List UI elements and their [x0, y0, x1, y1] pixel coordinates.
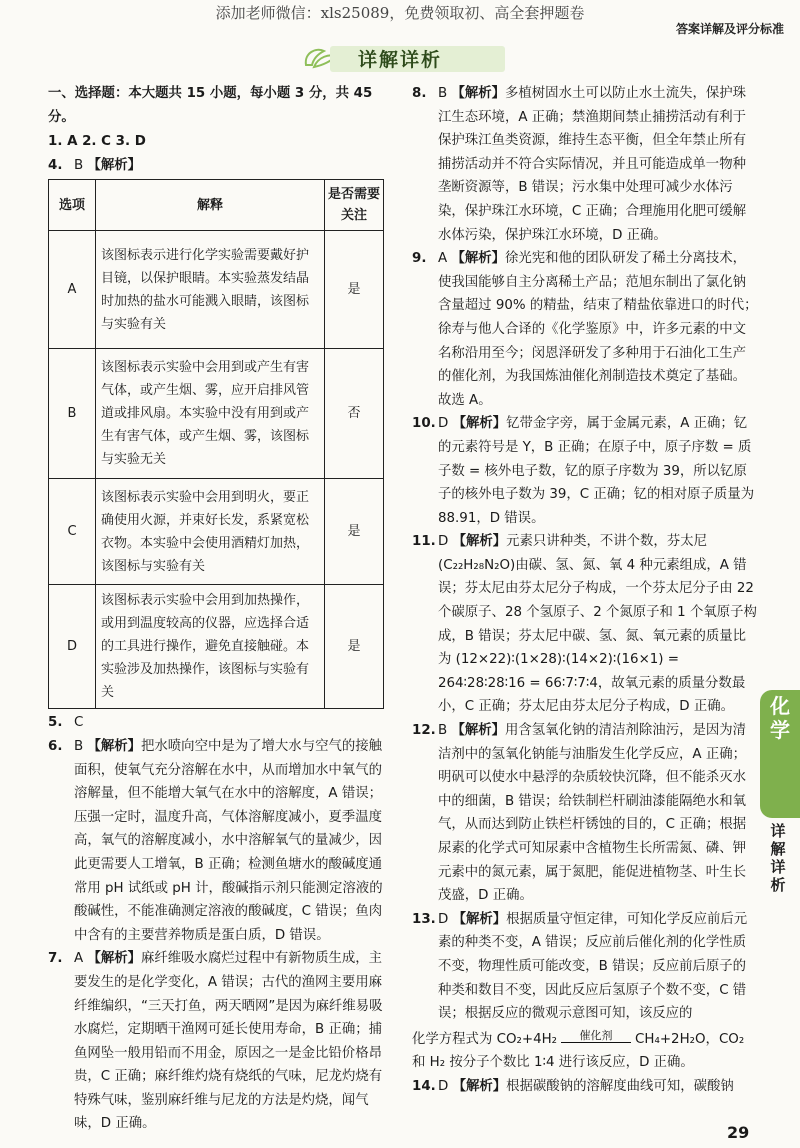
question-14: 14. D 【解析】根据碳酸钠的溶解度曲线可知，碳酸钠 — [412, 1078, 734, 1094]
section-title: 一、选择题：本大题共 15 小题，每小题 3 分，共 45 分。 — [48, 86, 373, 125]
question-9: 9. A 【解析】徐光宪和他的团队研发了稀土分离技术，使我国能够自主分离稀土产品；范旭东制出了氯化钠含量超过 90% 的精盐，结束了精盐依靠进口的时代；徐寿与他人合译的《化学鉴原》中，许多元素的中文名称沿用至今；闵恩泽研发了多种用于石油化工生产的催化剂，为我国炼油催化剂制造技术奠定了基础。故选 A。 — [412, 251, 758, 408]
banner-title: 详解详析 — [358, 49, 443, 71]
question-10: 10. D 【解析】钇带金字旁，属于金属元素，A 正确；钇的元素符号是 Y，B 正确；在原子中，原子序数 = 质子数 = 核外电子数，钇的原子序数为 39，所以钇原子的核外电子数为 39，C 正确；钇的相对原子质量为 88.91，D 错误。 — [412, 416, 755, 526]
question-8: 8. B 【解析】多植树固水土可以防止水土流失，保护珠江生态环境，A 正确；禁渔期间禁止捕捞活动有利于保护珠江鱼类资源，维持生态平衡，但全年禁止所有捕捞活动并不符合实际情况，并且可能造成单一物种垄断资源等，B 错误；污水集中处理可减少水体污染，保护珠江水环境，C 正确；合理施用化肥可缓解水体污染，保护珠江水环境，D 正确。 — [412, 86, 747, 243]
need-cell: 是 — [325, 585, 384, 709]
table-header: 选项 — [49, 180, 96, 231]
explanation-cell: 该图标表示实验中会用到加热操作，或用到温度较高的仪器，应选择合适的工具进行操作，避免直接触碰。本实验涉及加热操作，该图标与实验有关 — [96, 585, 325, 709]
left-column — [48, 82, 388, 1136]
side-label: 详解详析 — [770, 822, 786, 894]
chemical-formula: (C₂₂H₂₈N₂O) — [438, 557, 516, 573]
question-5: 5. C — [48, 715, 84, 731]
table-header: 是否需要关注 — [325, 180, 384, 231]
question-13: 13. D 【解析】根据质量守恒定律，可知化学反应前后元素的种类不变，A 错误；反应前后催化剂的化学性质不变，物理性质可能改变，B 错误；反应前后原子的种类和数目不变，因此反应后氢原子个数不变，C 错误；根据反应的微观示意图可知，该反应的 — [412, 911, 748, 1022]
section-banner — [300, 43, 510, 73]
subject-tab — [760, 690, 800, 818]
reaction-arrow: 催化剂 — [561, 1030, 631, 1043]
need-cell: 是 — [325, 231, 384, 349]
chemical-equation: 化学方程式为 CO₂+4H₂ 催化剂 CH₄+2H₂O，CO₂ — [412, 1028, 745, 1047]
table-header-row — [49, 180, 384, 231]
right-column — [412, 82, 758, 1099]
question-11: 11. D 【解析】元素只讲种类，不讲个数，芬太尼 (C₂₂H₂₈N₂O)由碳、氢、氮、氧 4 种元素组成，A 错误；芬太尼由芬太尼分子构成，一个芬太尼分子由 22 个碳原子、28 个氢原子、2 个氮原子和 1 个氧原子构成，B 错误；芬太尼中碳、氢、氮、氧元素的质量比为 (12×22)∶(1×28)∶(14×2)∶(16×1) = 264∶28∶28∶16 = 66∶7∶7∶4，故氧元素的质量分数最小，C 正确；芬太尼由芬太尼分子构成，D 正确。 — [412, 534, 757, 715]
question-12: 12. B 【解析】用含氢氧化钠的清洁剂除油污，是因为清洁剂中的氢氧化钠能与油脂发生化学反应，A 正确；明矾可以使水中悬浮的杂质较快沉降，但不能杀灭水中的细菌，B 错误；给铁制栏杆刷油漆能隔绝水和氧气，从而达到防止铁栏杆锈蚀的目的，C 正确；根据尿素的化学式可知尿素中含植物生长所需氮、磷、钾元素中的氮元素，属于氮肥，能促进植物茎、叶生长茂盛，D 正确。 — [412, 723, 747, 904]
option-cell: B — [49, 349, 96, 479]
running-head: 答案详解及评分标准 — [675, 22, 784, 36]
need-cell: 否 — [325, 349, 384, 479]
table-header: 解释 — [96, 180, 325, 231]
option-cell: D — [49, 585, 96, 709]
answers-1-3: 1. A 2. C 3. D — [48, 134, 146, 150]
need-cell: 是 — [325, 479, 384, 585]
explanation-cell: 该图标表示进行化学实验需要戴好护目镜，以保护眼睛。本实验蒸发结晶时加热的盐水可能溅入眼睛，该图标与实验有关 — [96, 231, 325, 349]
table-row — [49, 349, 384, 479]
question-6: 6. B 【解析】把水喷向空中是为了增大水与空气的接触面积，使氧气充分溶解在水中，从而增加水中氧气的溶解量，但不能增大氧气在水中的溶解度，A 错误；压强一定时，温度升高，气体溶解度减小，夏季温度高，氧气的溶解度减小，水中溶解氧气的量减少，因此更需要人工增氧，B 正确；检测鱼塘水的酸碱度通常用 pH 试纸或 pH 计，酸碱指示剂只能测定溶液的酸碱性，不能准确测定溶液的酸碱度，C 错误；鱼肉中含有的主要营养物质是蛋白质，D 错误。 — [48, 738, 383, 943]
page-number: 29 — [727, 1123, 750, 1142]
option-cell: C — [49, 479, 96, 585]
question-7: 7. A 【解析】麻纤维吸水腐烂过程中有新物质生成，主要发生的是化学变化，A 错误；古代的渔网主要用麻纤维编织，“三天打鱼，两天晒网”是因为麻纤维易吸水腐烂，定期晒干渔网可延长使用寿命，B 正确；捕鱼网坠一般用铅而不用金，原因之一是金比铅价格昂贵，C 正确；麻纤维灼烧有烧纸的气味，尼龙灼烧有特殊气味，鉴别麻纤维与尼龙的方法是灼烧，闻气味，D 正确。 — [48, 951, 383, 1132]
table-row — [49, 479, 384, 585]
explanation-table — [48, 179, 384, 709]
explanation-cell: 该图标表示实验中会用到明火，要正确使用火源，并束好长发，系紧宽松衣物。本实验中会使用酒精灯加热，该图标与实验有关 — [96, 479, 325, 585]
subject-tab-label: 化学 — [770, 694, 790, 742]
option-cell: A — [49, 231, 96, 349]
table-row — [49, 585, 384, 709]
table-row — [49, 231, 384, 349]
explanation-cell: 该图标表示实验中会用到或产生有害气体，或产生烟、雾，应开启排风管道或排风扇。本实验中没有用到或产生有害气体，或产生烟、雾，该图标与实验无关 — [96, 349, 325, 479]
question-4-head: 4. B 【解析】 — [48, 157, 142, 173]
equation-tail: 和 H₂ 按分子个数比 1∶4 进行该反应，D 正确。 — [412, 1055, 694, 1071]
watermark: 添加老师微信：xls25089，免费领取初、高全套押题卷 — [215, 4, 585, 22]
